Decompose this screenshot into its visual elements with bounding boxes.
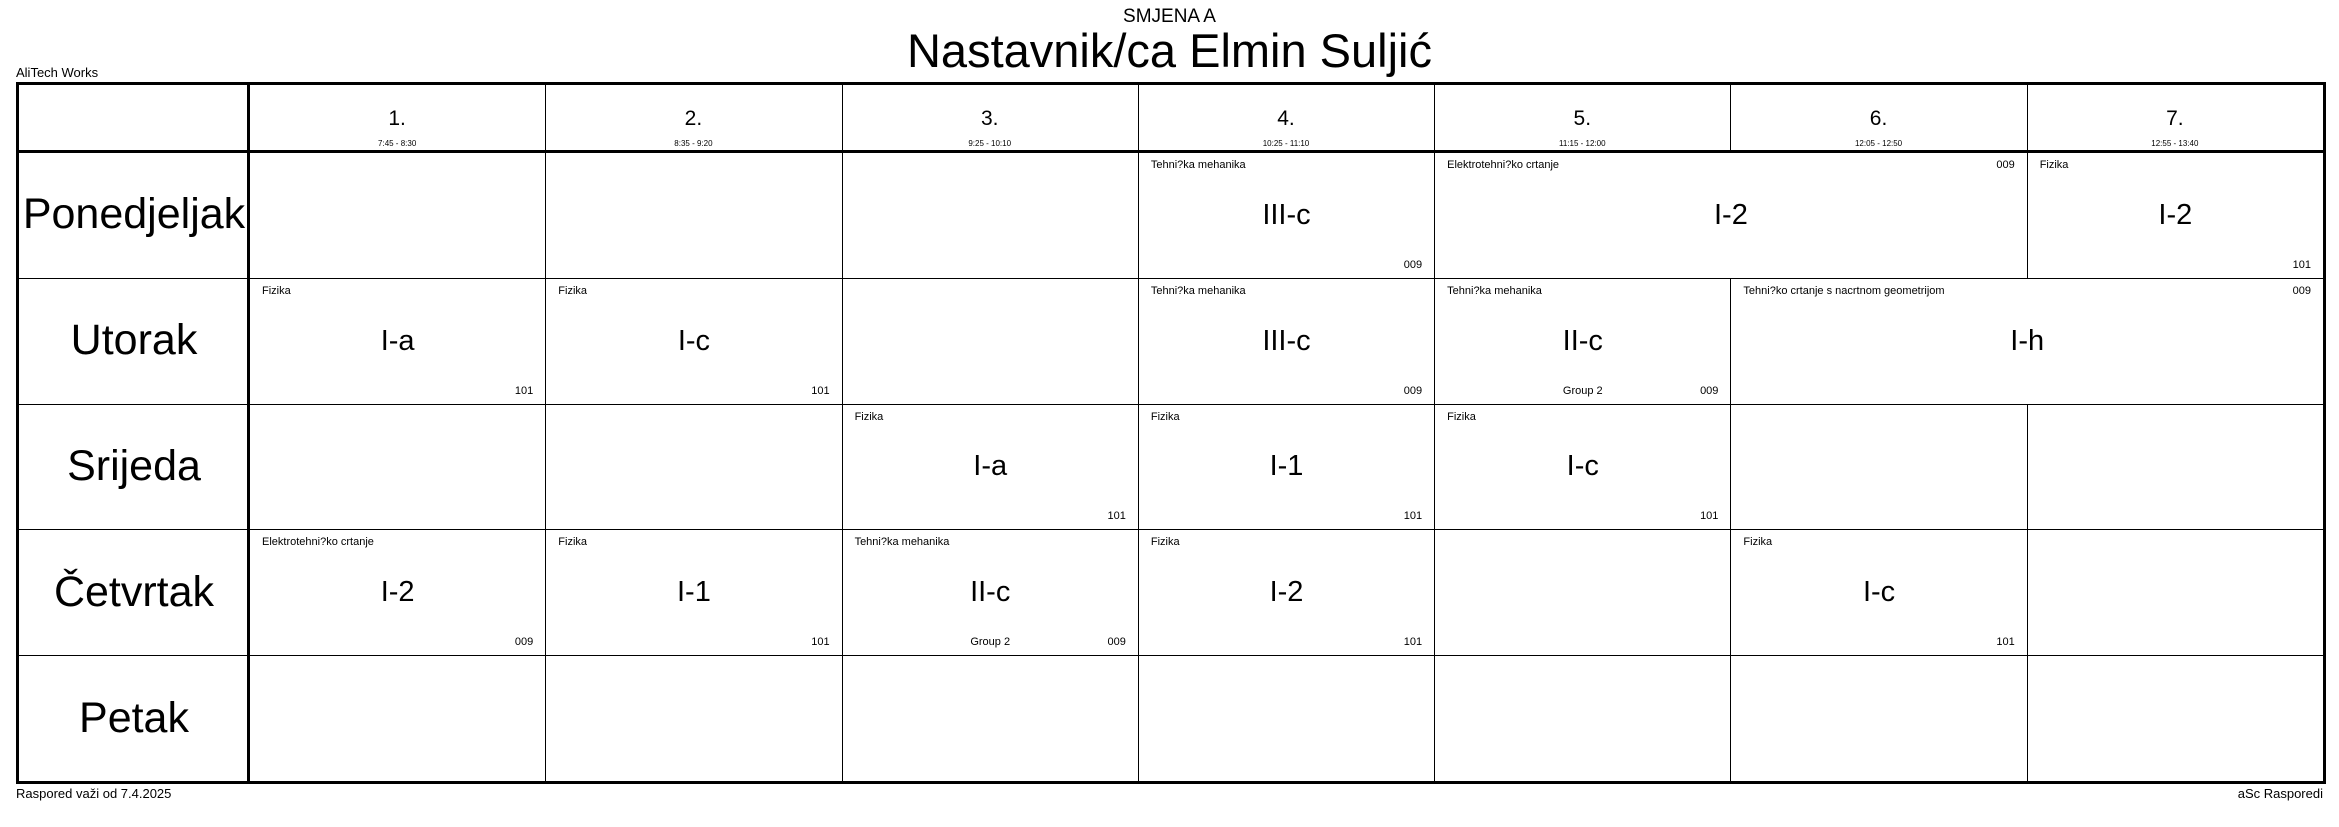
lesson-subject: Fizika (558, 536, 588, 549)
lesson-subject: Fizika (2039, 159, 2069, 171)
lesson-group: Group 2 (970, 636, 1011, 649)
lesson-class: I-h (2010, 324, 2045, 357)
period-header (1138, 85, 1434, 152)
period-number: 4. (1277, 107, 1295, 130)
lesson-card[interactable] (546, 279, 841, 404)
grid-column-line (545, 85, 546, 781)
period-header (545, 85, 841, 152)
lesson-class: I-1 (1269, 450, 1304, 483)
lesson-card[interactable] (250, 530, 545, 655)
lesson-subject: Tehni?ka mehanika (1447, 284, 1542, 297)
lesson-class: II-c (1562, 324, 1603, 357)
lesson-card[interactable] (1731, 279, 2323, 404)
lesson-subject: Fizika (854, 410, 884, 423)
lesson-class: I-1 (677, 576, 711, 609)
lesson-subject: Fizika (558, 284, 588, 297)
lesson-card[interactable] (1731, 530, 2026, 655)
period-header (842, 85, 1138, 152)
day-label: Utorak (70, 316, 198, 365)
lesson-subject: Fizika (1150, 410, 1180, 423)
lesson-subject: Elektrotehni?ko crtanje (262, 536, 374, 549)
lesson-card[interactable] (843, 530, 1138, 655)
period-header (1434, 85, 1730, 152)
lesson-room: 009 (514, 636, 534, 649)
lesson-class: III-c (1262, 324, 1311, 357)
lesson-room: 101 (1403, 510, 1423, 523)
credit-label: aSc Rasporedi (2237, 786, 2323, 801)
period-time: 9:25 - 10:10 (968, 139, 1012, 148)
day-label: Petak (79, 693, 189, 742)
period-time: 12:05 - 12:50 (1854, 139, 1903, 148)
lesson-card[interactable] (1139, 279, 1434, 404)
shift-label: SMJENA A (1123, 6, 1216, 27)
lesson-class: I-c (677, 324, 711, 357)
lesson-room: 101 (1107, 510, 1126, 523)
lesson-card[interactable] (1435, 405, 1730, 530)
lesson-room: 009 (1107, 636, 1126, 649)
period-number: 2. (684, 107, 703, 130)
timetable-grid (16, 82, 2326, 784)
lesson-class: III-c (1262, 198, 1311, 231)
lesson-room: 101 (1403, 636, 1423, 649)
valid-from-label: Raspored važi od 7.4.2025 (16, 786, 172, 801)
lesson-subject: Elektrotehni?ko crtanje (1447, 159, 1560, 171)
period-header (1730, 85, 2026, 152)
period-header (2027, 85, 2323, 152)
day-label: Srijeda (67, 441, 201, 490)
period-time: 11:15 - 12:00 (1559, 139, 1606, 148)
lesson-subject: Fizika (1150, 536, 1180, 549)
lesson-room: 101 (811, 636, 830, 649)
lesson-room: 009 (1403, 258, 1423, 271)
lesson-subject: Tehni?ko crtanje s nacrtnom geometrijom (1743, 284, 1945, 297)
lesson-class: I-2 (380, 576, 415, 609)
lesson-card[interactable] (843, 405, 1138, 530)
lesson-card[interactable] (250, 279, 545, 404)
day-label: Četvrtak (53, 567, 215, 616)
lesson-class: I-a (380, 324, 415, 357)
lesson-room: 101 (514, 384, 534, 397)
period-time: 7:45 - 8:30 (378, 139, 417, 148)
lesson-room: 101 (1700, 510, 1719, 523)
grid-row-line (19, 655, 2323, 656)
lesson-class: I-2 (1269, 576, 1304, 609)
lesson-subject: Fizika (1743, 536, 1773, 549)
lesson-card[interactable] (1139, 405, 1434, 530)
lesson-room: 009 (1403, 384, 1423, 397)
lesson-card[interactable] (1435, 153, 2027, 278)
lesson-class: I-a (973, 450, 1008, 483)
lesson-card[interactable] (1139, 530, 1434, 655)
lesson-class: I-c (1566, 450, 1599, 483)
lesson-subject: Tehni?ka mehanika (1150, 284, 1246, 297)
lesson-subject: Fizika (1447, 410, 1476, 423)
period-time: 12:55 - 13:40 (2151, 139, 2199, 148)
period-number: 1. (388, 107, 406, 130)
lesson-room: 009 (1996, 159, 2015, 171)
lesson-class: I-c (1862, 576, 1896, 609)
lesson-card[interactable] (2028, 153, 2323, 278)
lesson-class: I-2 (2158, 198, 2193, 231)
lesson-subject: Tehni?ka mehanika (854, 536, 950, 549)
brand-label: AliTech Works (16, 65, 99, 80)
period-number: 6. (1869, 107, 1888, 130)
lesson-class: II-c (970, 576, 1011, 609)
lesson-card[interactable] (1139, 153, 1434, 278)
day-label: Ponedjeljak (22, 190, 246, 239)
lesson-room: 101 (1996, 636, 2015, 649)
period-time: 8:35 - 9:20 (674, 139, 713, 148)
lesson-room: 101 (811, 384, 830, 397)
period-header (249, 85, 545, 152)
lesson-room: 101 (2292, 258, 2311, 271)
period-number: 3. (980, 107, 999, 130)
lesson-card[interactable] (546, 530, 841, 655)
period-number: 5. (1573, 107, 1592, 130)
lesson-card[interactable] (1435, 279, 1730, 404)
lesson-room: 009 (1700, 384, 1719, 397)
lesson-room: 009 (2292, 284, 2311, 297)
lesson-class: I-2 (1714, 198, 1748, 231)
page-title: Nastavnik/ca Elmin Suljić (906, 24, 1432, 77)
lesson-subject: Tehni?ka mehanika (1150, 159, 1246, 171)
lesson-subject: Fizika (262, 284, 291, 297)
period-time: 10:25 - 11:10 (1262, 139, 1310, 148)
lesson-group: Group 2 (1562, 384, 1603, 397)
period-number: 7. (2166, 107, 2184, 130)
